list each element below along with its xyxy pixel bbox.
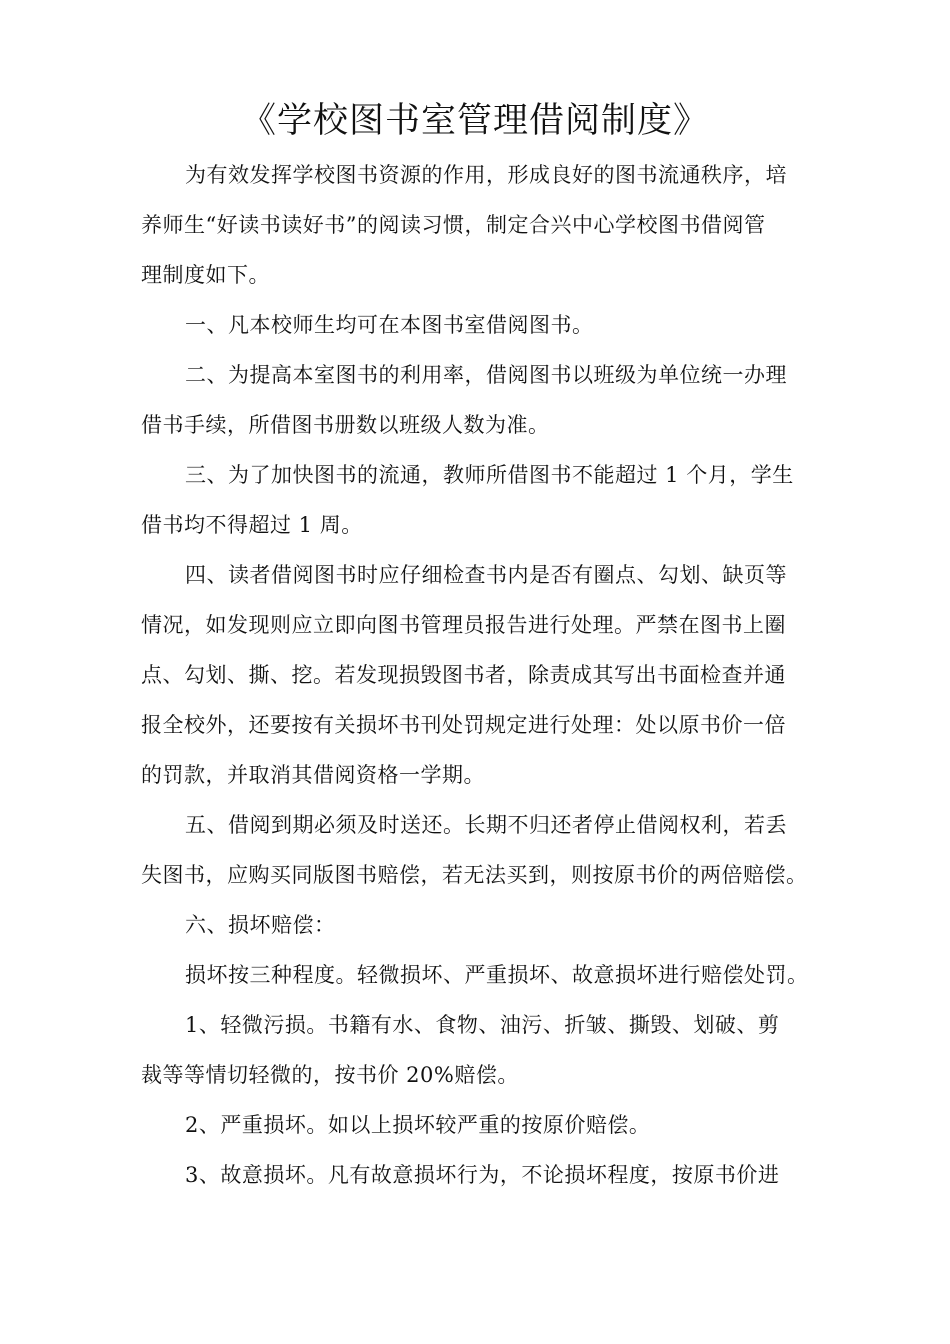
paragraph-line: 的罚款，并取消其借阅资格一学期。 [141, 763, 485, 787]
paragraph-damage-minor [141, 1000, 826, 1100]
paragraph-rule-6 [141, 900, 826, 950]
paragraph-rule-3 [141, 450, 826, 550]
paragraph-line: 损坏按三种程度。轻微损坏、严重损坏、故意损坏进行赔偿处罚。 [185, 963, 809, 987]
paragraph-damage-intentional [141, 1150, 826, 1200]
paragraph-line: 养师生“好读书读好书”的阅读习惯，制定合兴中心学校图书借阅管 [141, 213, 766, 237]
paragraph-rule-4 [141, 550, 826, 800]
paragraph-line: 3、故意损坏。凡有故意损坏行为，不论损坏程度，按原书价进 [185, 1163, 780, 1187]
document-body [141, 150, 826, 1200]
paragraph-line: 一、凡本校师生均可在本图书室借阅图书。 [185, 313, 594, 337]
paragraph-line: 五、借阅到期必须及时送还。长期不归还者停止借阅权利，若丢 [185, 813, 787, 837]
paragraph-intro [141, 150, 826, 300]
paragraph-line: 报全校外，还要按有关损坏书刊处罚规定进行处理：处以原书价一倍 [141, 713, 786, 737]
paragraph-line: 情况，如发现则应立即向图书管理员报告进行处理。严禁在图书上圈 [141, 613, 786, 637]
paragraph-rule-5 [141, 800, 826, 900]
paragraph-line: 借书手续，所借图书册数以班级人数为准。 [141, 413, 550, 437]
paragraph-line: 二、为提高本室图书的利用率，借阅图书以班级为单位统一办理 [185, 363, 787, 387]
paragraph-rule-1 [141, 300, 826, 350]
paragraph-line: 三、为了加快图书的流通，教师所借图书不能超过 1 个月，学生 [185, 463, 794, 487]
paragraph-damage-severe [141, 1100, 826, 1150]
paragraph-rule-2 [141, 350, 826, 450]
paragraph-damage-levels [141, 950, 826, 1000]
paragraph-line: 点、勾划、撕、挖。若发现损毁图书者，除责成其写出书面检查并通 [141, 663, 786, 687]
paragraph-line: 四、读者借阅图书时应仔细检查书内是否有圈点、勾划、缺页等 [185, 563, 787, 587]
paragraph-line: 理制度如下。 [141, 263, 270, 287]
paragraph-line: 失图书，应购买同版图书赔偿，若无法买到，则按原书价的两倍赔偿。 [141, 863, 808, 887]
paragraph-line: 1、轻微污损。书籍有水、食物、油污、折皱、撕毁、划破、剪 [185, 1013, 780, 1037]
paragraph-line: 六、损坏赔偿： [185, 913, 336, 937]
document-title: 《学校图书室管理借阅制度》 [240, 101, 709, 141]
paragraph-line: 为有效发挥学校图书资源的作用，形成良好的图书流通秩序，培 [185, 163, 787, 187]
paragraph-line: 2、严重损坏。如以上损坏较严重的按原价赔偿。 [185, 1113, 651, 1137]
paragraph-line: 借书均不得超过 1 周。 [141, 513, 363, 537]
paragraph-line: 裁等等情切轻微的，按书价 20%赔偿。 [141, 1063, 519, 1087]
